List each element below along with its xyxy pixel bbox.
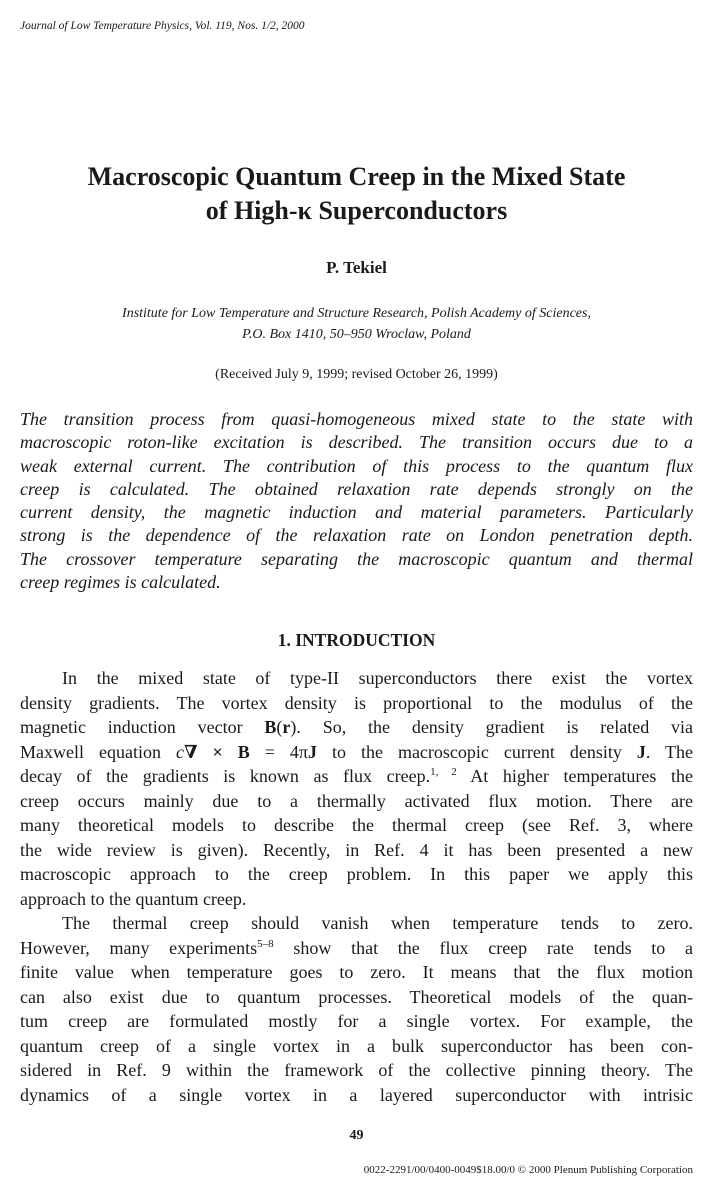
body-line: density gradients. The vortex density is proportional to the modulus of the — [20, 692, 693, 713]
text-run: show that the flux creep rate tends to a — [273, 937, 694, 958]
text-run: decay of the gradients is known as flux creep. — [20, 766, 431, 786]
body-line: tum creep are formulated mostly for a single vortex. For example, the — [20, 1011, 693, 1031]
body-line: macroscopic approach to the creep problem. In this paper we apply this — [20, 864, 693, 884]
body-line — [20, 740, 693, 765]
affiliation-line: P.O. Box 1410, 50–950 Wroclaw, Poland — [242, 327, 471, 342]
text-run: Maxwell equation — [20, 741, 176, 762]
body-line: many theoretical models to describe the thermal creep (see Ref. 3, where — [20, 815, 693, 835]
vector-symbol: r — [282, 717, 291, 737]
body-text — [20, 666, 693, 1107]
body-line: sidered in Ref. 9 within the framework of the collective pinning theory. The — [20, 1060, 693, 1080]
body-line: dynamics of a single vortex in a layered superconductor with intrisic — [20, 1084, 693, 1105]
body-line: The thermal creep should vanish when temperature tends to zero. — [62, 913, 693, 933]
vector-symbol: B — [264, 717, 277, 737]
math-symbol: ∇ × — [183, 741, 238, 762]
abstract-line: The crossover temperature separating the macroscopic quantum and thermal — [20, 548, 693, 569]
abstract-line: The transition process from quasi-homogeneous mixed state to the state with — [20, 409, 693, 429]
journal-header: Journal of Low Temperature Physics, Vol. 119, Nos. 1/2, 2000 — [20, 20, 305, 32]
text-run: However, many experiments — [20, 937, 258, 958]
body-line: In the mixed state of type-II superconductors there exist the vortex — [62, 668, 693, 688]
text-run: magnetic induction vector — [20, 717, 265, 737]
affiliation-line: Institute for Low Temperature and Structure Research, Polish Academy of Sciences, — [122, 306, 591, 321]
title-line: of High-κ Superconductors — [205, 196, 508, 225]
body-line: approach to the quantum creep. — [20, 888, 247, 909]
abstract-line: macroscopic roton-like excitation is described. The transition occurs due to a — [20, 432, 693, 453]
author: P. Tekiel — [326, 258, 387, 277]
text-run: ( — [276, 717, 283, 737]
body-line — [20, 715, 693, 740]
affiliation — [0, 303, 713, 345]
text-run: . The — [645, 741, 693, 762]
body-line: finite value when temperature goes to zero. It means that the flux motion — [20, 962, 693, 982]
abstract-line: weak external current. The contribution of this process to the quantum flux — [20, 455, 693, 476]
abstract — [20, 408, 693, 594]
abstract-line: creep is calculated. The obtained relaxation rate depends strongly on the — [20, 478, 693, 499]
abstract-line: current density, the magnetic induction and material parameters. Particularly — [20, 502, 693, 523]
copyright-footer: 0022-2291/00/0400-0049$18.00/0 © 2000 Plenum Publishing Corporation — [363, 1164, 693, 1176]
vector-symbol: B — [237, 741, 250, 762]
title-line: Macroscopic Quantum Creep in the Mixed State — [87, 162, 626, 191]
body-line: can also exist due to quantum processes. Theoretical models of the quan- — [20, 986, 693, 1007]
vector-symbol: J — [636, 741, 646, 762]
text-run: ). So, the density gradient is related via — [290, 717, 693, 737]
abstract-line: creep regimes is calculated. — [20, 572, 221, 593]
body-line — [20, 764, 693, 789]
vector-symbol: J — [307, 741, 317, 762]
body-line: creep occurs mainly due to a thermally activated flux motion. There are — [20, 790, 693, 811]
text-run: At higher temperatures the — [456, 766, 693, 786]
received-dates: (Received July 9, 1999; revised October 26, 1999) — [215, 367, 498, 382]
body-line — [20, 936, 693, 961]
body-line: the wide review is given). Recently, in Ref. 4 it has been presented a new — [20, 839, 693, 860]
paper-title — [0, 160, 713, 228]
math-symbol: c — [175, 741, 184, 762]
section-heading: 1. INTRODUCTION — [277, 630, 436, 650]
math-symbol: = 4π — [249, 741, 308, 762]
citation: 5–8 — [257, 937, 274, 950]
body-line: quantum creep of a single vortex in a bulk superconductor has been con- — [20, 1035, 693, 1056]
abstract-line: strong is the dependence of the relaxation rate on London penetration depth. — [20, 525, 693, 546]
citation: 1, 2 — [430, 766, 457, 778]
text-run: to the macroscopic current density — [316, 741, 637, 762]
page-number: 49 — [349, 1128, 364, 1143]
